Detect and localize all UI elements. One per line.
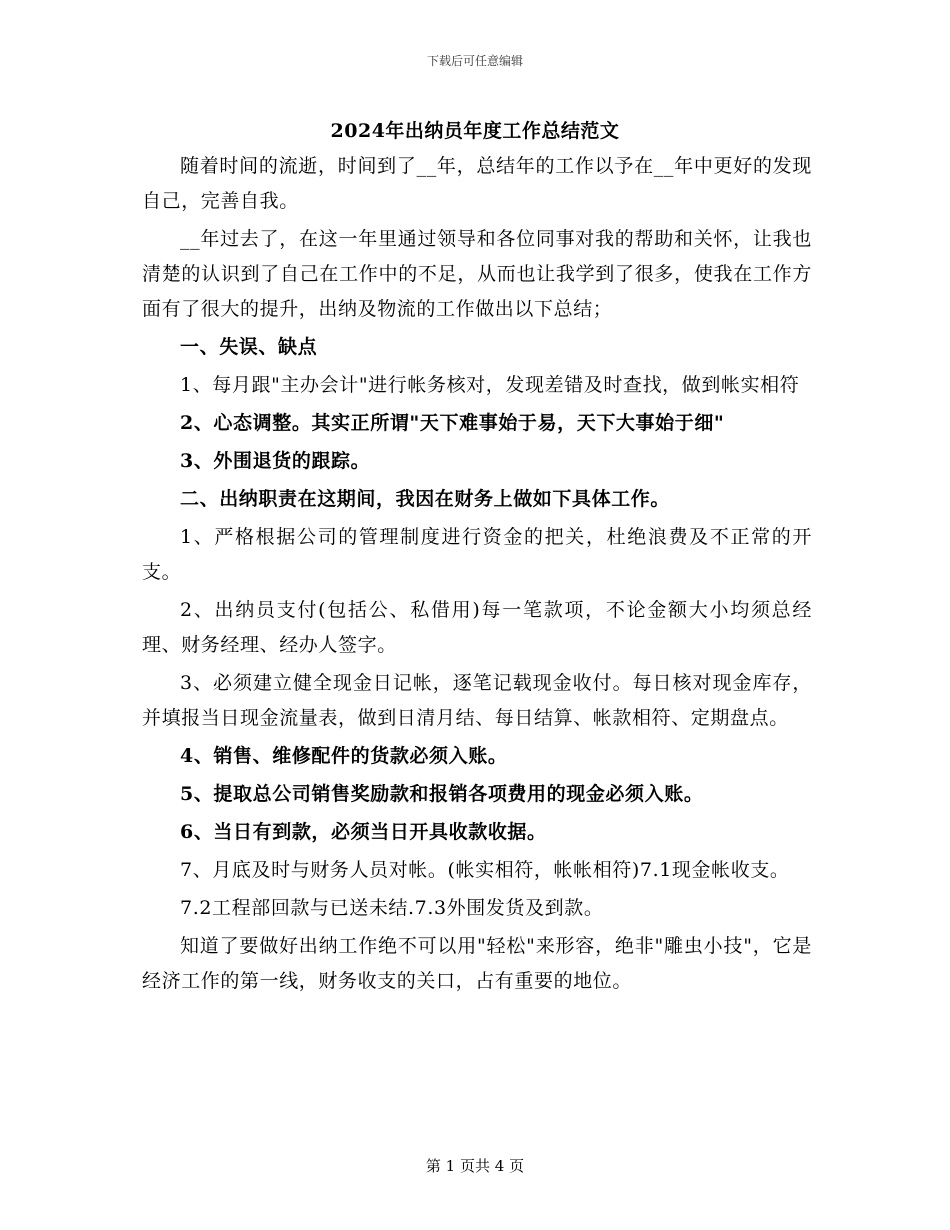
paragraph: 7、月底及时与财务人员对帐。(帐实相符，帐帐相符)7.1现金帐收支。 bbox=[180, 859, 790, 881]
paragraph-bold: 5、提取总公司销售奖励款和报销各项费用的现金必须入账。 bbox=[180, 783, 704, 805]
document-title: 2024年出纳员年度工作总结范文 bbox=[330, 120, 620, 142]
section-heading: 二、出纳职责在这期间，我因在财务上做如下具体工作。 bbox=[180, 488, 671, 510]
paragraph-bold: 2、心态调整。其实正所谓"天下难事始于易，天下大事始于细" bbox=[180, 412, 725, 434]
paragraph: 7.2工程部回款与已送未结.7.3外围发货及到款。 bbox=[180, 897, 604, 919]
paragraph: __年过去了，在这一年里通过领导和各位同事对我的帮助和关怀，让我也清楚的认识到了自己在工作中的不足，从而也让我学到了很多，使我在工作方面有了很大的提升，出纳及物流的工作做出以下总结； bbox=[142, 228, 812, 320]
page-header-note: 下载后可任意编辑 bbox=[426, 54, 523, 68]
paragraph: 2、出纳员支付(包括公、私借用)每一笔款项，不论金额大小均须总经理、财务经理、经办人签字。 bbox=[142, 599, 812, 656]
page-number-footer: 第 1 页共 4 页 bbox=[425, 1157, 525, 1175]
paragraph: 随着时间的流逝，时间到了__年，总结年的工作以予在__年中更好的发现自己，完善自我。 bbox=[142, 155, 812, 212]
paragraph: 3、必须建立健全现金日记帐，逐笔记载现金收付。每日核对现金库存，并填报当日现金流量表，做到日清月结、每日结算、帐款相符、定期盘点。 bbox=[142, 672, 812, 729]
document-body bbox=[142, 149, 812, 1002]
paragraph: 1、严格根据公司的管理制度进行资金的把关，杜绝浪费及不正常的开支。 bbox=[142, 526, 812, 583]
paragraph-bold: 4、销售、维修配件的货款必须入账。 bbox=[180, 745, 508, 767]
section-heading: 一、失误、缺点 bbox=[180, 336, 318, 358]
paragraph: 知道了要做好出纳工作绝不可以用"轻松"来形容，绝非"雕虫小技"，它是经济工作的第一线，财务收支的关口，占有重要的地位。 bbox=[142, 935, 812, 992]
paragraph-bold: 3、外围退货的跟踪。 bbox=[180, 450, 371, 472]
paragraph: 1、每月跟"主办会计"进行帐务核对，发现差错及时查找，做到帐实相符 bbox=[180, 374, 800, 396]
paragraph-bold: 6、当日有到款，必须当日开具收款收据。 bbox=[180, 821, 547, 843]
